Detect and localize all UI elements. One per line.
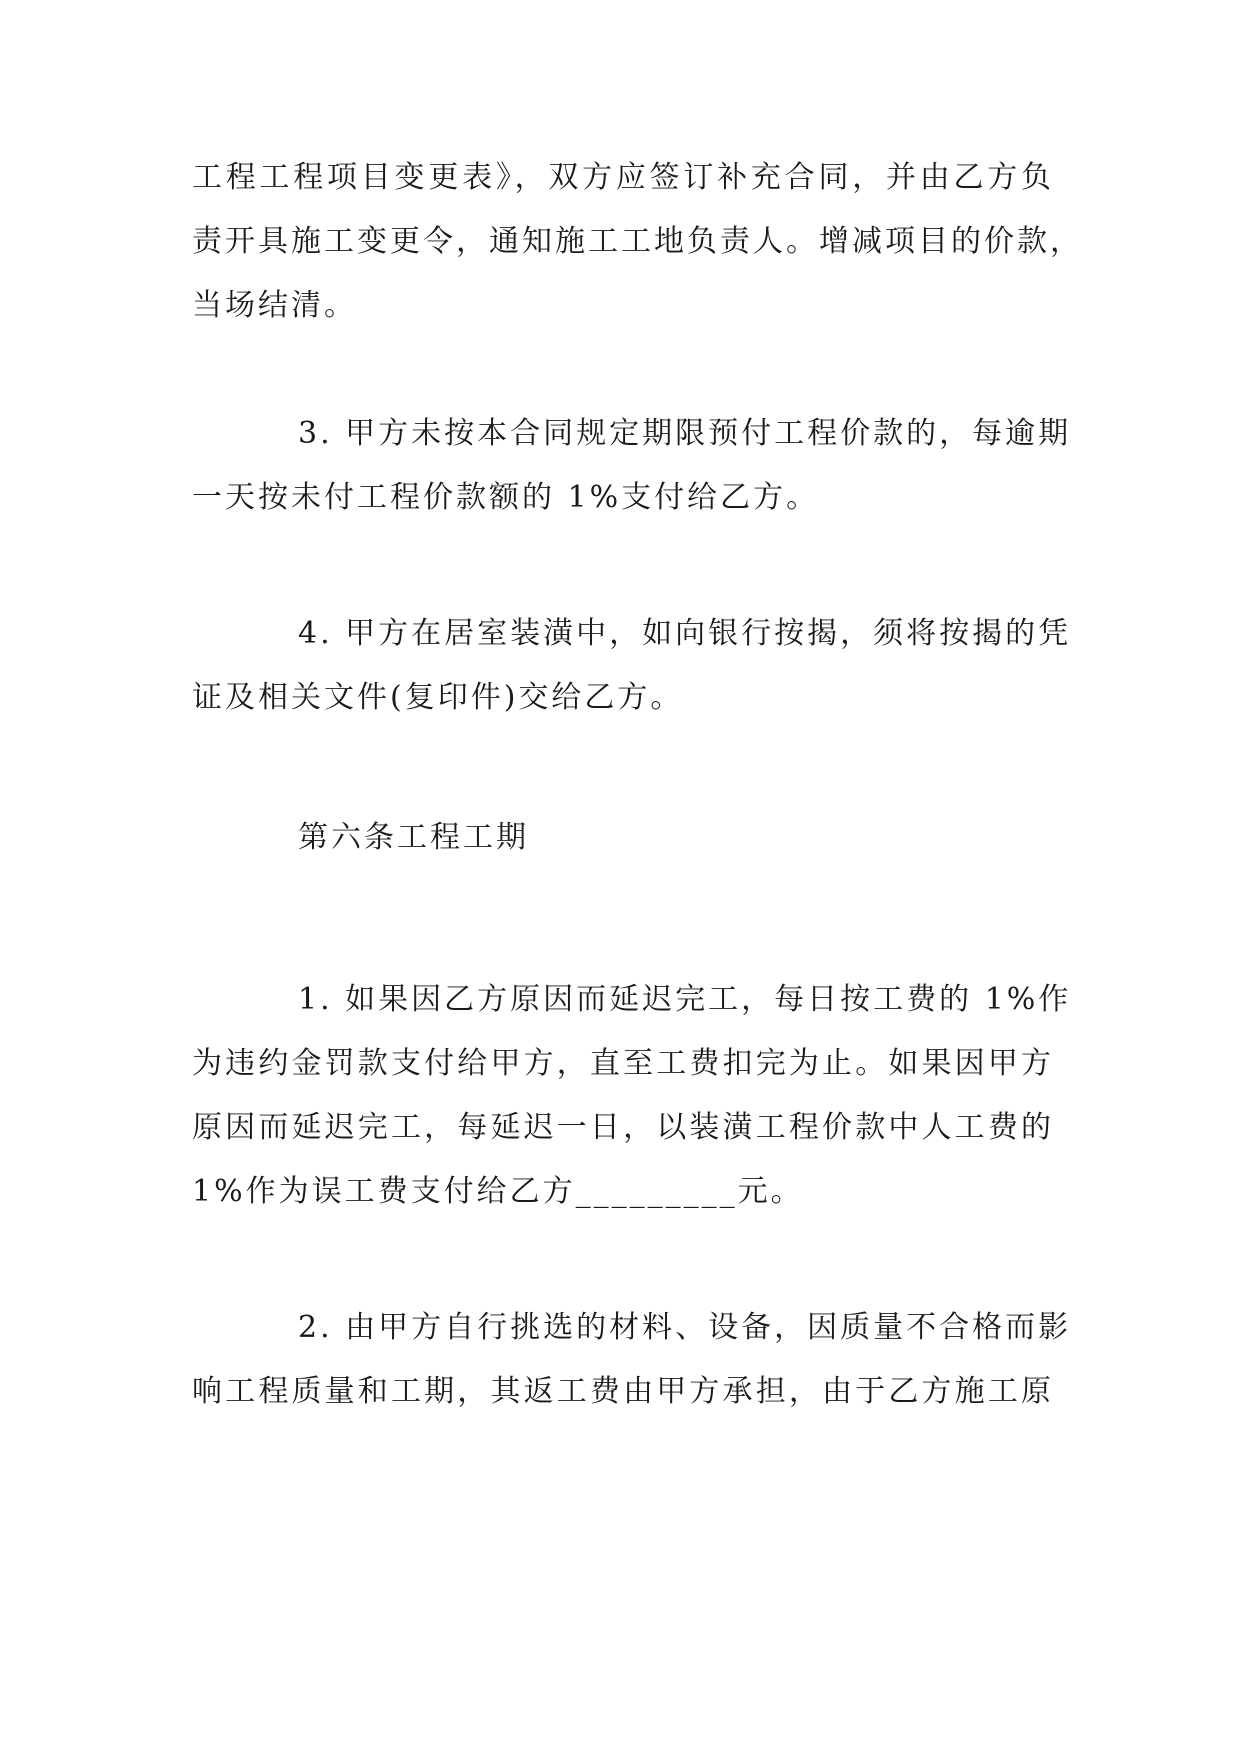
paragraph-change-order bbox=[192, 146, 1083, 338]
text-line: 原因而延迟完工，每延迟一日，以装潢工程价款中人工费的 bbox=[192, 1110, 1054, 1145]
text-line: 责开具施工变更令，通知施工工地负责人。增减项目的价款， bbox=[192, 224, 1083, 259]
text-line: 一天按未付工程价款额的 1%支付给乙方。 bbox=[192, 480, 820, 515]
text-line: 当场结清。 bbox=[192, 288, 357, 323]
text-line: 1. 如果因乙方原因而延迟完工，每日按工费的 1%作 bbox=[298, 982, 1072, 1017]
paragraph-6-1-delay bbox=[192, 968, 1072, 1224]
paragraph-6-2-materials bbox=[192, 1296, 1072, 1424]
text-line: 为违约金罚款支付给甲方，直至工费扣完为止。如果因甲方 bbox=[192, 1046, 1054, 1081]
section-heading-6: 第六条工程工期 bbox=[298, 820, 529, 855]
paragraph-4-mortgage bbox=[192, 602, 1072, 730]
text-line: 1%作为误工费支付给乙方_________元。 bbox=[192, 1174, 804, 1209]
text-line: 3. 甲方未按本合同规定期限预付工程价款的，每逾期 bbox=[298, 416, 1072, 451]
text-line: 2. 由甲方自行挑选的材料、设备，因质量不合格而影 bbox=[298, 1310, 1072, 1345]
text-line: 4. 甲方在居室装潢中，如向银行按揭，须将按揭的凭 bbox=[298, 616, 1072, 651]
paragraph-3-late-payment bbox=[192, 402, 1072, 530]
text-line: 证及相关文件(复印件)交给乙方。 bbox=[192, 680, 684, 715]
text-line: 工程工程项目变更表》，双方应签订补充合同，并由乙方负 bbox=[192, 160, 1054, 195]
text-line: 响工程质量和工期，其返工费由甲方承担，由于乙方施工原 bbox=[192, 1374, 1054, 1409]
